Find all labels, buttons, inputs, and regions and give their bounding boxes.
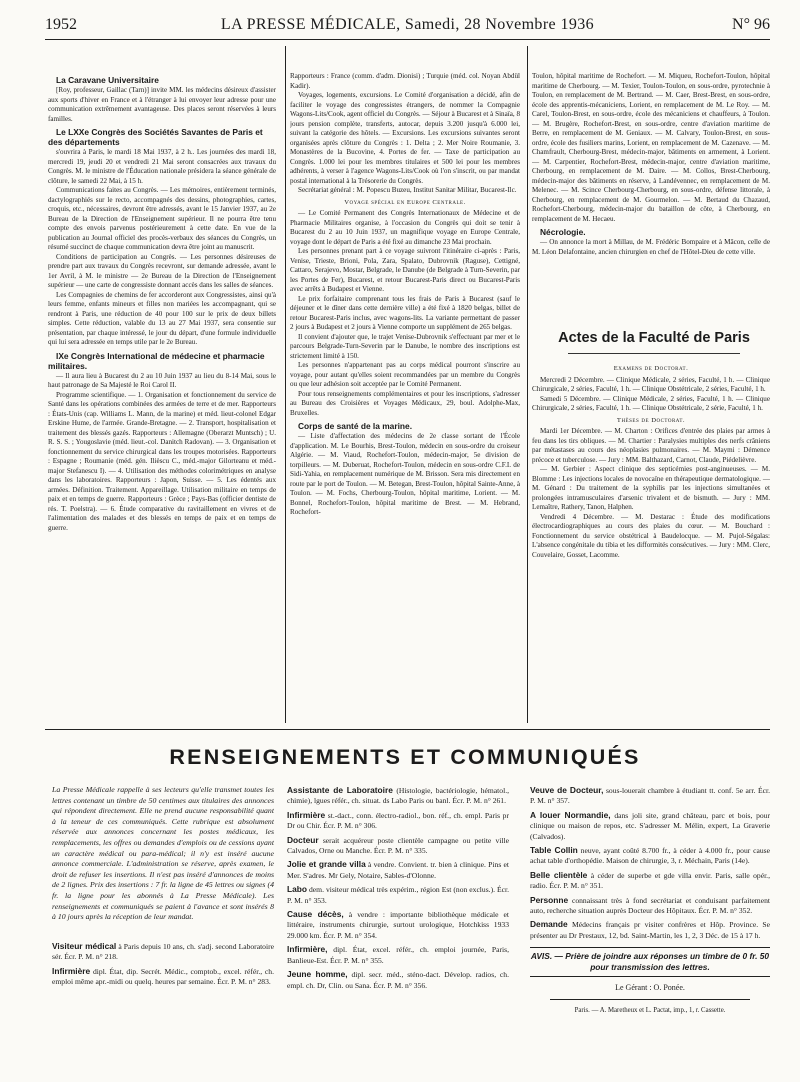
- article-paragraph: Il convient d'ajouter que, le trajet Venise-Dubrovnik s'effectuant par mer et le parcours Belgrade-Turn-Severin par le Danube, le nombre des inscriptions est strictement limité à 150.: [290, 332, 520, 360]
- article-paragraph: Les personnes n'appartenant pas au corps médical pourront s'inscrire au voyage, pour autant qu'elles soient recommandées par un membre du Congrès ou que leur adhésion soit acceptée par le Comité Permanent.: [290, 361, 520, 388]
- article-paragraph: Toulon, hôpital maritime de Rochefort. — M. Miqueu, Rochefort-Toulon, hôpital maritime de Cherbourg. — M. Texier, Toulon-Toulon, en sous-ordre, pyrotechnie à Toulon, en remplacement de M. Bertrand. — M. Caer, Brest-Brest, en sous-ordre, école des apprentis-mécaniciens, Lorient, en remplacement de M. Le Roy. — M. Carel, Toulon-Brest, en sous-ordre, école des mécaniciens et chauffeurs, à Toulon. — M. Brugère, Rochefort-Brest, en sous-ordre, centre d'aviation maritime de Berre, en remplacement de M. Geniaux. — M. Calvary, Toulon-Brest, en sous-ordre, école des fusiliers marins, Lorient, en remplacement de M. Cazenave. — M. Chamfrault, Cherbourg-Brest, médecin-major, bâtiments en armement, à Lorient. — M. Carpentier, Rochefort-Brest, médecin-major, centre d'aviation maritime, Cherbourg, en remplacement de M. Daire. — M. Collos, Brest-Cherbourg, médecin-major des bâtiments en réserve, à Landévennec, en remplacement de M. Melenec. — M. Scince Cherbourg-Cherbourg, en sous-ordre, défense littorale, à Cherbourg, en remplacement de M. Gourmelon. — M. Bertaud du Chazaud, Rochefort-Cherbourg, médecin-major du bataillon de côte, à Cherbourg, en remplacement de M. Hecaeu.: [532, 72, 770, 223]
- classifieds-notice: La Presse Médicale rappelle à ses lecteurs qu'elle transmet toutes les lettres contenant un timbre de 50 centimes aux titulaires des annonces qui répondent directement. Elle ne prend aucune responsabilité quant à la teneur de ces communiqués. Cette rubrique est absolument réservée aux annonces concernant les postes médicaux, les remplacements, les offres ou demandes d'emplois ou de cessions ayant un caractère médical ou para-médical; il n'y est inséré aucune annonce commerciale. L'administration se réserve, après examen, le droit de refuser les insertions. Il n'est pas inséré d'annonces de moins de 2 lignes. Prix des insertions : 7 fr. la ligne de 45 lettres ou signes (4 fr. la ligne pour les abonnés à La Presse Médicale). Les renseignements et communiqués se paient à l'avance et sont insérés 8 à 10 jours après la réception de leur mandat.: [52, 785, 274, 922]
- classified-ad: [287, 835, 509, 857]
- article-paragraph: s'ouvrira à Paris, le mardi 18 Mai 1937, à 2 h.. Les journées des mardi 18, mercredi 19, jeudi 20 et vendredi 21 Mai seront consacrées aux travaux du Congrès. M. le ministre de l'Éducation nationale présidera la séance générale de clôture, le samedi 22 Mai, à 15 h.: [48, 148, 276, 185]
- classified-ad-title: Infirmière,: [287, 944, 328, 955]
- classified-ad: [530, 845, 770, 867]
- classified-ad-text: dem. visiteur médical très expérim., région Est (non exclus.). Écr. P. M. n° 353.: [287, 885, 509, 905]
- article-paragraph: Communications faites au Congrès. — Les mémoires, entièrement terminés, dactylographiés sur le recto, accompagnés des dessins, photographies, cartes, croquis, etc., nécessaires, devront être adressés, avant le 15 Janvier 1937, au 2e Bureau de la Direction de l'Enseignement supérieur. Il ne pourra être tenu compte des envois parvenus postérieurement à cette date. En vue de la publication au Journal officiel des procès-verbaux des séances du Congrès, un résumé succinct de chaque communication devra être joint au manuscrit.: [48, 186, 276, 251]
- section-subheading: Examens de Doctorat.: [613, 365, 689, 372]
- classified-ad-text: serait acquéreur poste clientèle campagne ou petite ville Calvados, Orne ou Manche. Écr. P. M. n° 335.: [287, 835, 509, 856]
- article-paragraph: Le prix forfaitaire comprenant tous les frais de Paris à Bucarest (sauf le déjeuner et le dîner dans cette dernière ville) a été fixé à 1820 belgas, billet de retour Bucarest-Paris inclus, avec wagons-lits. La variante permettant de passer 2 jours à Budapest et 2 jours à Vienne comporte un supplément de 265 belgas.: [290, 294, 520, 331]
- classified-ad: [530, 895, 770, 917]
- classifieds-column-1: [52, 785, 274, 1075]
- issue-number: N° 96: [732, 16, 770, 33]
- article-paragraph: Rapporteurs : France (comm. d'adm. Dionisi) ; Turquie (méd. col. Noyan Abdül Kadir).: [290, 72, 520, 90]
- classified-ad-title: Infirmière: [287, 809, 326, 820]
- classified-ad: [287, 785, 509, 807]
- faculte-heading: Actes de la Faculté de Paris: [558, 330, 750, 346]
- classified-ad: [287, 859, 509, 881]
- classified-ad-title: Demande: [530, 919, 568, 930]
- article-heading: Nécrologie.: [540, 227, 586, 237]
- classified-ad-text: dans joli site, grand château, parc et bois, pour clinique ou maison de repos, etc. S'adresser M. Mélin, expert, La Graverie (Calvados).: [530, 810, 770, 841]
- article-paragraph: — M. Gerbier : Aspect clinique des septicémies post-anginueuses. — M. Blomme : Les injections locales de novocaïne en thérapeutique dermatologique. — M. Génard : Du traitement de la syphilis par les injections simultanées et prolongées intramusculaires d'arsenic trivalent et de bismuth. — Jury : MM. Lemaître, Rathery, Tanon, Halphen.: [532, 465, 770, 511]
- classified-ad: [287, 909, 509, 941]
- article-paragraph: Vendredi 4 Décembre. — M. Destarac : Étude des modifications électrocardiographiques au cours des plaies du cœur. — M. Bouchard : Fonctionnement du service obstétrical à Baudelocque. — M. Pujol-Ségalas: L'absence congénitale du tibia et les difformités consécutives. — Jury : MM. Clerc, Couvelaire, Gosset, Lacomme.: [532, 512, 770, 559]
- header-rule: [45, 39, 770, 40]
- classified-ad-text: connaissant très à fond secrétariat et conduisant parfaitement auto, recherche situation auprès Docteur des Hôpitaux. Écr. P. M. n° 352.: [530, 895, 770, 916]
- article-paragraph: — Liste d'affectation des médecins de 2e classe sortant de l'École d'application. M. Le Bourhis, Brest-Toulon, médecin en sous-ordre du croiseur Algérie. — M. Viaud, Rochefort-Toulon, médecin-major, 5e division de torpilleurs. — M. Duberuat, Rochefort-Toulon, médecin en sous-ordre C.F.I. de Sidi-Yahia, en remplacement numérique de M. Brisson. Sera mis directement en route par le port de Toulon. — M. Betegan, Brest-Toulon, hôpital Sainte-Anne, à Toulon. — M. Fochs, Cherbourg-Toulon, hôpital maritime, Lorient. — M. Bonnel, Rochefort-Toulon, hôpital maritime de Brest. — M. Hebrand, Rochefort-: [290, 432, 520, 516]
- article-paragraph: Mardi 1er Décembre. — M. Charton : Orifices d'entrée des plaies par armes à feu dans les tirs obliques. — M. Chartier : Paralysies multiples des nerfs crâniens par métastases au cours des néoplasies pulmonaires. — M. Maymi : Démence précoce et tuberculose. — Jury : MM. Balthazard, Carnot, Claude, Piédelièvre.: [532, 427, 770, 464]
- classifieds-column-2: [287, 785, 509, 1075]
- faculte-section: [532, 362, 770, 724]
- article-paragraph: Samedi 5 Décembre. — Clinique Médicale, 2 séries, Faculté, 1 h. — Clinique Chirurgicale, 2 séries, Faculté, 1 h. — Clinique Obstétricale, 2 série, Faculté, 1 h.: [532, 394, 770, 412]
- column-divider: [285, 46, 286, 723]
- gerant-line: Le Gérant : O. Ponée.: [615, 983, 685, 993]
- printer-rule: [550, 999, 750, 1000]
- classified-ad-title: Veuve de Docteur,: [530, 785, 604, 795]
- classifieds-column-3: [530, 785, 770, 1075]
- article-paragraph: Programme scientifique. — 1. Organisation et fonctionnement du service de Santé dans les opérations combinées des armées de terre et de mer. Rapporteurs : États-Unis (cap. Williams L. Mann, de la marine) et méd. lieut-colonel Edgar Erskine Hume, de l'armée. Grande-Bretagne. — 2. Transport, hospitalisation et traitement des blessés gazés. Rapporteurs : Allemagne (Oberarzt Muntsch) ; U. R. S. S. ; Yougoslavie (méd. lieut.-col. Danitch Radovan). — 3. Organisation et fonctionnement du service chirurgical dans les troupes motorisées. Rapporteurs : Espagne ; Roumanie (méd. gén. Ilièscu C., méd.-major Gilorteanu et méd.-major Stefanescu I). — 4. Utilisation des méthodes colorimétriques en analyse dans les laboratoires. Rapporteurs : Japon, Suisse. — 5. Les édentés aux armées. Définition. Traitement. Appareillage. Utilisation militaire en temps de paix et en temps de guerre. Rapporteurs : Grèce ; Pays-Bas (officier dentiste de rés. T. Poelstra). — 6. Étude comparative du ravitaillement en vivres et de l'alimentation des malades et des blessés en temps de paix et en temps de guerre.: [48, 390, 276, 532]
- article-column-1: [48, 72, 276, 722]
- classified-ad: [52, 941, 274, 963]
- article-paragraph: Secrétariat général : M. Popescu Buzeu, Institut Sanitar Militar, Bucarest-Ilc.: [298, 186, 517, 194]
- publication-title: LA PRESSE MÉDICALE, Samedi, 28 Novembre 1936: [220, 16, 595, 33]
- article-heading: La Caravane Universitaire: [56, 75, 159, 85]
- article-column-2: [290, 72, 520, 722]
- classified-ad-text: neuve, ayant coûté 8.700 fr., à céder à 4.000 fr., pour cause achat table d'orthopédie. Maison de chirurgie, 3, r. Méchain, Paris (14e).: [530, 846, 770, 866]
- article-heading: Le LXXe Congrès des Sociétés Savantes de Paris et des départements: [48, 127, 263, 147]
- article-heading: Corps de santé de la marine.: [298, 421, 413, 431]
- classified-ad-title: Labo: [287, 884, 308, 895]
- article-paragraph: Voyages, logements, excursions. Le Comité d'organisation a décidé, afin de faciliter le voyage des congressistes étrangers, de nommer la Compagnie Wagons-Lits/Cook, agent officiel du Congrès. — Séjour à Bucarest et à Sinaïa, 8 jours pension complète, transferts, autocar, depuis 3.200 jusqu'à 6.000 lei, suivant la catégorie des hôtels. — Excursions. Les excursions suivantes seront organisées après clôture du Congrès : 1. Delta ; 2. Mer Noire Roumanie, 3. Monastères de la Bucovine, 4. Portes de fer. — Taxe de participation au Congrès. 1.000 lei pour les membres titulaires et 500 lei pour les membres adhérents, à verser à l'agence Wagons-Lits/Cook où l'on s'inscrit, ou par mandat postal international à la Trésorerie du Congrès.: [290, 91, 520, 185]
- classified-ad-text: à céder de superbe et gde villa envir. Paris, salle opér., radio. Écr. P. M. n° 351.: [530, 870, 770, 891]
- classified-ad-text: dipl. secr. méd., sténo-dact. Dévelop. radios, ch. empl. ch. Dr, Clin. ou Sana. Écr. P. M. n° 356.: [287, 970, 509, 990]
- article-paragraph: [Roy, professeur, Gaillac (Tarn)] invite MM. les médecins désireux d'assister aux sports d'hiver en France et à l'étranger à lui envoyer leur adresse pour une communication extrêmement avantageuse. Des places seront réservées à leurs familles.: [48, 86, 276, 123]
- avis-rule-top: [530, 947, 770, 948]
- article-paragraph: Les Compagnies de chemins de fer accorderont aux Congressistes, ainsi qu'à leurs femme, enfants mineurs et filles non mariées les accompagnant, qui se rendront à Paris, une réduction de 40 pour 100 sur le prix de deux billets simples. Cette réduction, valable du 13 au 27 Mai 1937, sera consentie sur présentation, par chaque intéressé, le jour du départ, d'une formule individuelle qui lui sera adressée en temps utile par le 2e Bureau.: [48, 290, 276, 346]
- page-number: 1952: [45, 16, 77, 33]
- article-paragraph: — Le Comité Permanent des Congrès Internationaux de Médecine et de Pharmacie Militaires organise, à l'occasion du Congrès qui doit se tenir à Bucarest du 2 au 10 Juin 1937, un magnifique voyage en Europe Centrale, voyage dont le départ de Paris a été fixé au dimanche 23 Mai prochain.: [290, 209, 520, 246]
- classified-ad: [287, 810, 509, 832]
- classified-ad-text: à vendre. Convient. tr. bien à clinique. Pins et Mer. S'adres. Mr Gely, Notaire, Sables-d'Olonne.: [287, 860, 509, 880]
- classified-ad-title: Personne: [530, 894, 569, 905]
- classified-ad-title: Table Collin: [530, 845, 578, 856]
- classified-ad-title: Infirmière: [52, 965, 91, 976]
- classified-ad-title: Jeune homme,: [287, 969, 348, 980]
- classified-ad-text: sous-louerait chambre à étudiant tt. conf. 5e arr. Écr. P. M. n° 357.: [530, 786, 770, 806]
- faculte-rule: [568, 353, 740, 354]
- article-paragraph: Les personnes prenant part à ce voyage suivront l'itinéraire ci-après : Paris, Venise, Trieste, Brioni, Pola, Zara, Spalato, Dubrovnik (Raguse), Cettigné, Cattaro, Serajevo, Mostar, Belgrade, le Danube (de Belgrade à Turn-Severin, par les Portes de Fer), Bucarest, et retour Bucarest-Paris direct ou Bucarest-Paris avec arrêts à Budapest et Vienne.: [290, 247, 520, 293]
- classified-ad-text: à vendre : importante bibliothèque médicale et littéraire, instruments chirurgie, surtout urologique, Hotchkiss 1933 29.000 km. Écr. P. M. n° 354.: [287, 910, 509, 940]
- classified-ad-text: dipl. État, excel. référ., ch. emploi journée, Paris, Banlieue-Est. Écr. P. M. n° 355.: [287, 945, 509, 965]
- classified-ad: [287, 969, 509, 991]
- classified-ad-title: Assistante de Laboratoire: [287, 785, 393, 795]
- avis-notice: AVIS. — Prière de joindre aux réponses un timbre de 0 fr. 50 pour transmission des lettres.: [530, 951, 770, 973]
- section-rule: [45, 729, 770, 730]
- classified-ad: [530, 785, 770, 807]
- article-column-3: [532, 72, 770, 322]
- classified-ad-title: A louer Normandie,: [530, 809, 611, 820]
- avis-rule-bottom: [530, 976, 770, 977]
- article-paragraph: Pour tous renseignements complémentaires et pour les inscriptions, s'adresser au Bureau des Croisières et Voyages Médicaux, 29, boul. Adolphe-Max, Bruxelles.: [290, 389, 520, 417]
- classified-ad-text: à Paris depuis 10 ans, ch. s'adj. second Laboratoire sér. Écr. P. M. n° 218.: [52, 941, 274, 962]
- article-paragraph: Mercredi 2 Décembre. — Clinique Médicale, 2 séries, Faculté, 1 h. — Clinique Chirurgicale, 2 séries, Faculté, 1 h. — Clinique Obstétricale, 2 séries, Faculté, 1 h.: [532, 375, 770, 393]
- classified-ad: [530, 919, 770, 941]
- section-banner: RENSEIGNEMENTS ET COMMUNIQUÉS: [169, 745, 641, 769]
- classified-ad: [287, 944, 509, 966]
- classified-ad: [52, 966, 274, 988]
- section-subheading: Voyage spécial en Europe Centrale.: [344, 198, 466, 206]
- article-heading: IXe Congrès International de médecine et pharmacie militaires.: [48, 350, 265, 371]
- classified-ad-text: dipl. État, dip. Secrét. Médic., comptob., excel. référ., ch. emploi même apr.-midi ou quelq. heures par semaine. Écr. P. M. n° 283.: [52, 966, 274, 986]
- classified-ad-title: Cause décès,: [287, 909, 344, 920]
- article-paragraph: — Il aura lieu à Bucarest du 2 au 10 Juin 1937 au lieu du 8-14 Mai, sous le haut patronage de Sa Majesté le Roi Carol II.: [48, 371, 276, 389]
- classified-ad-text: (Histologie, bactériologie, hématol., chimie), lgues référ., ch. situat. ds Labo Paris ou banl. Écr. P. M. n° 261.: [287, 786, 509, 806]
- article-paragraph: — On annonce la mort à Millau, de M. Frédéric Bompaire et à Mâcon, celle de M. Léon Delafontaine, ancien chirurgien en chef de l'Hôtel-Dieu de cette ville.: [532, 238, 770, 256]
- printer-line: Paris. — A. Maretheux et L. Pactat, imp., 1, r. Cassette.: [574, 1006, 726, 1014]
- article-paragraph: Conditions de participation au Congrès. — Les personnes désireuses de prendre part aux travaux du Congrès recevront, sur demande adressée, avant le 1er Avril, à M. le ministre — 2e Bureau de la Direction de l'Enseignement supérieur — une carte de congressiste donnant accès dans les salles de séances.: [48, 252, 276, 289]
- classified-ad-title: Jolie et grande villa: [287, 859, 366, 870]
- classified-ad-title: Visiteur médical: [52, 940, 117, 951]
- section-subheading: Thèses de Doctorat.: [616, 416, 686, 424]
- classified-ad-text: st.-dact., conn. électro-radiol., bon. réf., ch. empl. Paris pr Dr ou Chir. Écr. P. M. n° 306.: [287, 810, 509, 831]
- classified-ad-title: Docteur: [287, 834, 319, 845]
- classified-ad: [530, 870, 770, 892]
- classified-ad-text: Médecins français pr visiter confrères et Hôp. Province. Se présenter au Dr Prestaux, 12, bd. Saint-Martin, les 1, 2, 3 Déc. de 15 à 17 h.: [530, 920, 770, 940]
- column-divider: [527, 46, 528, 723]
- classified-ad: [287, 884, 509, 906]
- classified-ad: [530, 810, 770, 842]
- classified-ad-title: Belle clientèle: [530, 869, 588, 880]
